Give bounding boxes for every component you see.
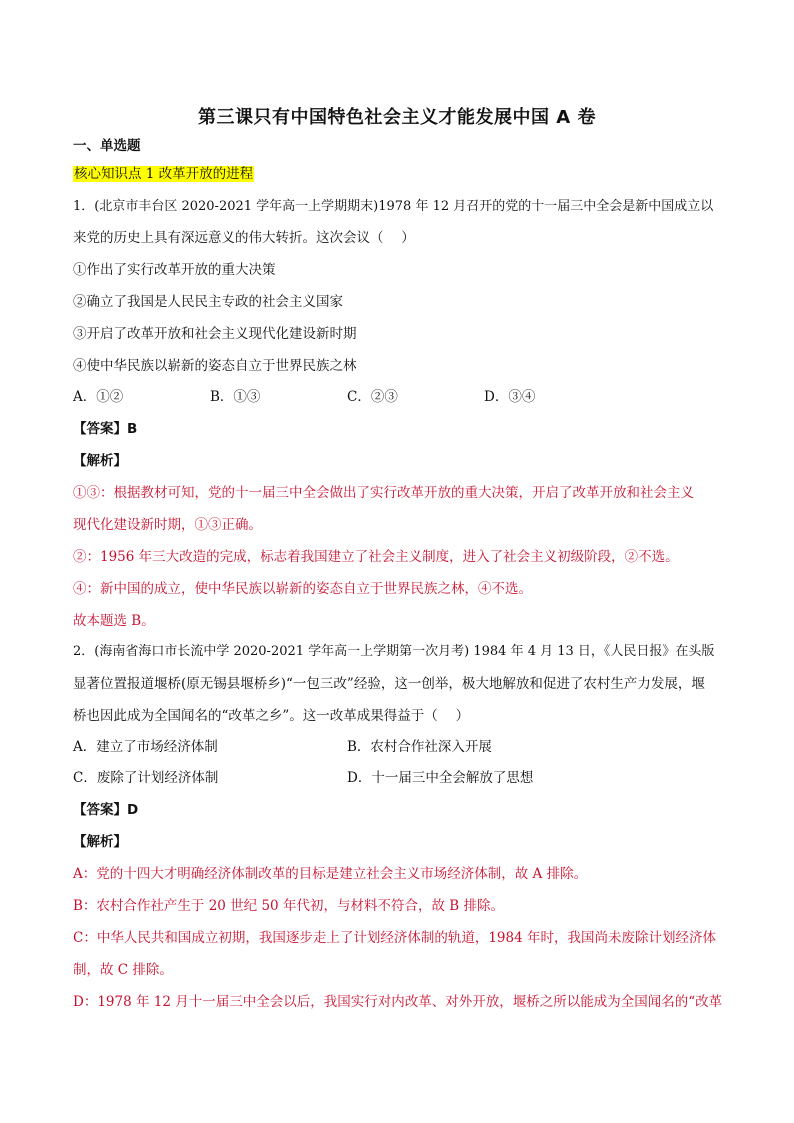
q1-stem-line-2: 来党的历史上具有深远意义的伟大转折。这次会议（ ） (73, 230, 415, 246)
q1-item-4: ④使中华民族以崭新的姿态自立于世界民族之林 (73, 358, 357, 374)
q2-analysis-label: 【解析】 (73, 834, 127, 850)
q2-analysis-line-2: B：农村合作社产生于 20 世纪 50 年代初，与材料不符合，故 B 排除。 (73, 898, 504, 914)
q1-answer: 【答案】B (73, 421, 138, 437)
q2-analysis-line-5: D：1978 年 12 月十一届三中全会以后，我国实行对内改革、对外开放，堰桥之所以能成为全国闻名的“改革 (73, 994, 723, 1010)
q2-stem-line-3: 桥也因此成为全国闻名的“改革之乡”。这一改革成果得益于（ ） (73, 708, 470, 724)
section-heading: 一、单选题 (73, 138, 141, 154)
q1-option-b: B．①③ (210, 389, 261, 405)
q1-option-c: C．②③ (347, 389, 398, 405)
q2-option-d: D．十一届三中全会解放了思想 (347, 770, 534, 786)
q2-option-b: B．农村合作社深入开展 (347, 739, 492, 755)
q1-item-3: ③开启了改革开放和社会主义现代化建设新时期 (73, 326, 357, 342)
q1-analysis-line-3: ②：1956 年三大改造的完成，标志着我国建立了社会主义制度，进入了社会主义初级阶段，②不选。 (73, 549, 679, 565)
q2-analysis-line-4: 制，故 C 排除。 (73, 962, 173, 978)
q2-analysis-line-1: A：党的十四大才明确经济体制改革的目标是建立社会主义市场经济体制，故 A 排除。 (73, 866, 588, 882)
q1-analysis-label: 【解析】 (73, 453, 127, 469)
knowledge-point-row (73, 164, 723, 184)
q2-stem-line-1: 2．(海南省海口市长流中学 2020-2021 学年高一上学期第一次月考) 1984 年 4 月 13 日，《人民日报》在头版 (73, 644, 715, 659)
page-title: 第三课只有中国特色社会主义才能发展中国 A 卷 (198, 107, 596, 128)
q1-stem-line-1: 1．(北京市丰台区 2020-2021 学年高一上学期期末)1978 年 12 月召开的党的十一届三中全会是新中国成立以 (73, 199, 714, 214)
q1-option-d: D．③④ (484, 389, 536, 405)
q2-analysis-line-3: C：中华人民共和国成立初期，我国逐步走上了计划经济体制的轨道，1984 年时，我国尚未废除计划经济体 (73, 930, 716, 946)
q2-option-c: C．废除了计划经济体制 (73, 770, 219, 786)
q1-option-a: A．①② (73, 389, 124, 405)
q2-option-a: A．建立了市场经济体制 (73, 739, 218, 755)
q1-analysis-line-2: 现代化建设新时期，①③正确。 (73, 517, 262, 533)
q2-answer: 【答案】D (73, 802, 139, 818)
q1-item-2: ②确立了我国是人民民主专政的社会主义国家 (73, 294, 343, 310)
q2-stem-line-2: 显著位置报道堰桥(原无锡县堰桥乡)“一包三改”经验，这一创举，极大地解放和促进了农村生产力发展，堰 (73, 676, 705, 692)
q1-conclusion: 故本题选 B。 (73, 613, 155, 629)
q1-analysis-line-1: ①③：根据教材可知，党的十一届三中全会做出了实行改革开放的重大决策，开启了改革开放和社会主义 (73, 485, 694, 501)
knowledge-point-highlight: 核心知识点 1 改革开放的进程 (74, 166, 254, 182)
q1-analysis-line-4: ④：新中国的成立，使中华民族以崭新的姿态自立于世界民族之林，④不选。 (73, 581, 532, 597)
q1-item-1: ①作出了实行改革开放的重大决策 (73, 262, 276, 278)
